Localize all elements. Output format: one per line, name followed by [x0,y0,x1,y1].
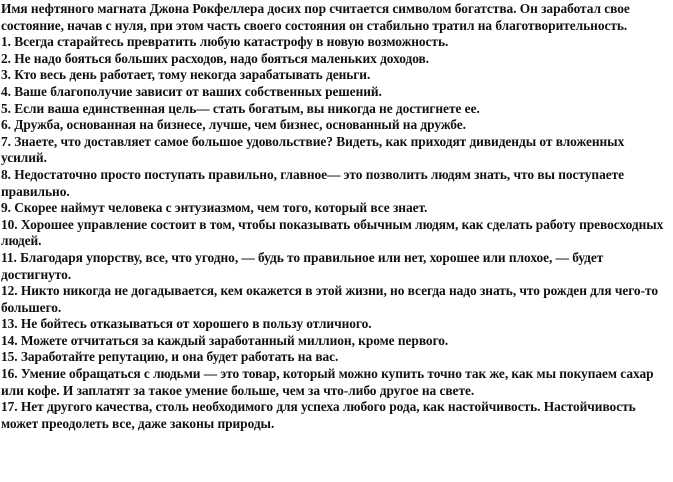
intro-paragraph: Имя нефтяного магната Джона Рокфеллера досих пор считается символом богатства. Он заработал свое состояние, начав с нуля, при этом часть своего состояния он стабильно тратил на благотворительность. [1,1,630,33]
quote-item-7: 7. Знаете, что доставляет самое большое удовольствие? Видеть, как приходят дивиденды от вложенных усилий. [1,133,625,166]
quote-item-9: 9. Скорее наймут человека с энтузиазмом, чем того, который все знает. [1,200,428,216]
quote-item-2: 2. Не надо бояться больших расходов, надо бояться маленьких доходов. [1,50,430,66]
quote-item-17: 17. Нет другого качества, столь необходимого для успеха любого рода, как настойчивость. Настойчивость может преодолеть все, даже законы природы. [1,399,636,431]
quote-item-3: 3. Кто весь день работает, тому некогда зарабатывать деньги. [1,67,371,83]
quote-item-16: 16. Умение обращаться с людьми — это товар, который можно купить точно так же, как мы покупаем сахар или кофе. И заплатят за такое умение больше, чем за что-либо другое на свете. [1,366,654,398]
quote-item-15: 15. Заработайте репутацию, и она будет работать на вас. [1,349,339,365]
quote-item-13: 13. Не бойтесь отказываться от хорошего в пользу отличного. [1,316,372,332]
quote-item-8: 8. Недостаточно просто поступать правильно, главное— это позволить людям знать, что вы поступаете правильно. [1,166,625,199]
quote-item-14: 14. Можете отчитаться за каждый заработанный миллион, кроме первого. [1,332,449,348]
quote-item-10: 10. Хорошее управление состоит в том, чтобы показывать обычным людям, как сделать работу превосходных людей. [1,216,664,249]
quote-item-4: 4. Ваше благополучие зависит от ваших собственных решений. [1,83,382,99]
quote-item-6: 6. Дружба, основанная на бизнесе, лучше, чем бизнес, основанный на дружбе. [1,117,466,133]
quote-item-12: 12. Никто никогда не догадывается, кем окажется в этой жизни, но всегда надо знать, что рожден для чего-то большего. [1,283,658,315]
quote-item-11: 11. Благодаря упорству, все, что угодно, — будь то правильное или нет, хорошее или плохое, — будет достигнуто. [1,249,604,282]
quote-item-5: 5. Если ваша единственная цель— стать богатым, вы никогда не достигнете ее. [1,100,480,116]
quote-item-1: 1. Всегда старайтесь превратить любую катастрофу в новую возможность. [1,34,449,50]
